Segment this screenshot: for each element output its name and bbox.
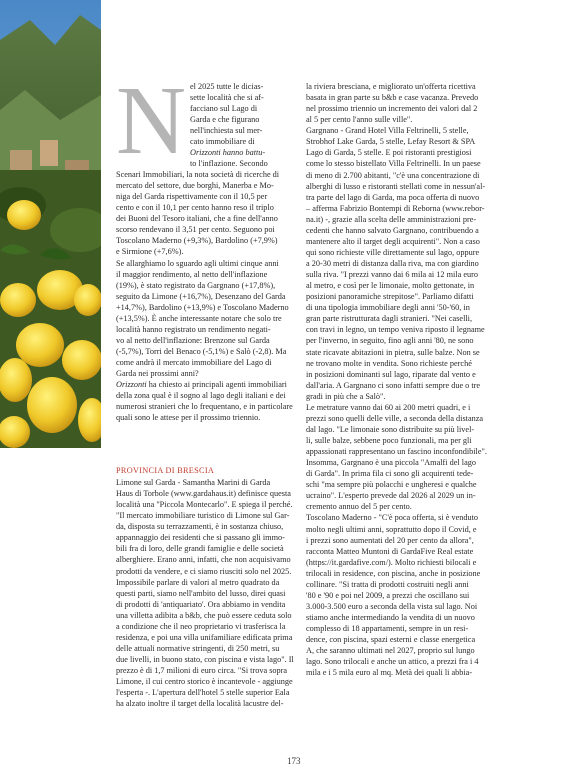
lead-line: nell'inchiesta sul mer-	[190, 126, 263, 136]
text-line: ne trovano molte in vendita. Sono richieste perché	[306, 358, 472, 368]
text-line: Garda nei prossimi anni?	[116, 369, 199, 379]
lead-paragraph	[190, 81, 297, 170]
text-line: questi parti, siamo nell'ambito del lusso, direi quasi	[116, 588, 286, 598]
text-line: Se allarghiamo lo sguardo agli ultimi cinque anni	[116, 258, 279, 268]
text-line: mila e i 5 mila euro al mq. Metà dei quali li abbia-	[306, 668, 473, 678]
text-line: prezzi sono quelli delle ville, a seconda della distanza	[306, 413, 484, 423]
text-line: di meno di 2.700 abitanti, "c'è una concentrazione di	[306, 170, 480, 180]
text-line: di prodotti di 'antiquariato'. Ora abbiamo in vendita	[116, 599, 286, 609]
text-line: località una "Piccola Montecarlo". E spiega il perché.	[116, 500, 293, 510]
text-line: tra parte del lago di Garda, ma poca offerta di nuovo	[306, 192, 480, 202]
lead-line: facciano sul Lago di	[190, 104, 258, 114]
text-line: ucraino". L'esperto prevede dal 2026 al 2029 un in-	[306, 491, 476, 501]
text-line: i prezzi sono aumentati del 20 per cento da allora",	[306, 535, 474, 545]
text-line: dall'aria. A Gargnano ci sono infatti sempre due o tre	[306, 380, 481, 390]
text-line: dal lago. "Le limonaie sono distribuite su più livel-	[306, 424, 475, 434]
text-line: gradi in più che a Salò".	[306, 391, 386, 401]
text-line: cremento annuo del 5 per cento.	[306, 502, 412, 512]
column-1-section	[116, 477, 297, 709]
text-line: cento e con il 10,1 per cento hanno reso il triplo	[116, 203, 274, 213]
text-line: Le metrature vanno dai 60 ai 200 metri quadri, e i	[306, 402, 471, 412]
text-line: Toscolano Maderno (+9,3%), Bardolino (+7,9%)	[116, 236, 278, 246]
column-2	[306, 81, 488, 678]
lead-line: to l'inflazione. Secondo	[190, 159, 268, 169]
text-line: seguito da Limone (+16,7%), Desenzano del Garda	[116, 291, 286, 301]
lead-line: el 2025 tutte le dicias-	[190, 82, 264, 91]
text-line: state ricavate abitazioni in pietra, sulle balze. Non se	[306, 347, 480, 357]
text-line: mantenere alto il target degli acquirenti". Non a caso	[306, 236, 480, 246]
column-1	[116, 169, 297, 423]
text-line: vo al netto dell'inflazione: Brenzone sul Garda	[116, 335, 270, 345]
text-line: na.it) -, grazie alla scelta delle amministrazioni pre-	[306, 214, 477, 224]
text-line: (19%), è stato registrato da Gargnano (+17,8%),	[116, 280, 276, 290]
text-line: A, che saranno ultimati nel 2027, proprio sul lungo	[306, 646, 475, 656]
text-line: racconta Matteo Muntoni di GardaFive Real estate	[306, 546, 474, 556]
text-line: stiamo anche intermediando la vendita di un nuovo	[306, 613, 475, 622]
lead-line: sette località che si af-	[190, 93, 264, 103]
text-line: Strobhof Lake Garda, 5 stelle, Lefay Resort & SPA	[306, 137, 476, 147]
text-line: niga del Garda rispettivamente con il 10,5 per	[116, 192, 268, 202]
text-line: qui sono richieste ville direttamente sul lago, oppure	[306, 247, 480, 257]
text-line: scorso rendevano il 3,51 per cento. Seguono poi	[116, 225, 275, 235]
text-line: collinare. "Si tratta di prodotti costruiti negli anni	[306, 579, 469, 589]
text-line: Impossibile parlare di valori al metro quadrato da	[116, 577, 280, 587]
lead-line: cato immobiliare di	[190, 137, 255, 147]
text-line: come andrà il mercato immobiliare del Lago di	[116, 358, 272, 368]
text-line: al 5 per cento l'anno sulle ville".	[306, 115, 413, 125]
text-line: complesso di 18 appartamenti, sempre in un resi-	[306, 624, 469, 634]
lead-line: Orizzonti hanno battu-	[190, 148, 266, 158]
text-line: di Garda". In prima fila ci sono gli acquirenti tede-	[306, 469, 474, 479]
text-line: prodotti da vendere, e ci siamo riusciti solo nel 2025.	[116, 566, 292, 576]
text-line: residenza, e poi una villa unifamiliare edificata prima	[116, 632, 293, 642]
text-line: (https://it.gardafive.com/). Molto richiesti bilocali e	[306, 557, 477, 567]
text-line: – afferma Fabrizio Bontempi di Reborna (www.rebor-	[306, 203, 485, 213]
text-line: Insomma, Gargnano è una piccola "Amalfi del lago	[306, 458, 476, 468]
text-line: quali sono le attese per il prossimo triennio.	[116, 413, 261, 423]
text-line: il maggior rendimento, al netto dell'inflazione	[116, 269, 268, 279]
text-line: Scenari Immobiliari, la nota società di ricerche di	[116, 170, 280, 179]
text-line: (+13,5%). È anche interessante notare che solo tre	[116, 313, 282, 323]
text-line: appannaggio dei residenti che si passano gli immo-	[116, 533, 285, 543]
text-line: con travi in legno, un tempo veniva riposto il legname	[306, 325, 485, 335]
text-line: '80 e '90 e poi nel 2009, a prezzi che oscillano sui	[306, 590, 470, 600]
text-line: Orizzonti ha chiesto ai principali agenti immobiliari	[116, 380, 287, 390]
text-line: delle attuali normative stringenti, di 250 metri, su	[116, 643, 280, 653]
drop-cap: N	[116, 67, 187, 174]
text-line: due livelli, in buono stato, con piscina e vista lago". Il	[116, 655, 294, 664]
text-line: come lo stesso bistellato Villa Feltrinelli. In un paese	[306, 159, 481, 169]
text-line: Toscolano Maderno - "C'è poca offerta, si è venduto	[306, 513, 479, 523]
text-line: in posizioni dominanti sul lago, riparate dal vento e	[306, 369, 476, 379]
text-line: Limone, il cui centro storico è incantevole - aggiunge	[116, 677, 293, 687]
text-line: nel prossimo triennio un incremento dei valori dal 2	[306, 104, 478, 114]
text-line: Lago di Garda, 5 stelle. E poi ristoranti prestigiosi	[306, 148, 472, 158]
text-line: +14,7%), Bardolino (+13,9%) e Toscolano Maderno	[116, 302, 289, 312]
text-line: bili fra di loro, delle grandi famiglie e delle società	[116, 544, 284, 554]
text-line: della zona qual è il sogno al lago degli italiani e dei	[116, 391, 286, 401]
text-line: 3.000-3.500 euro a seconda della vista sul lago. Noi	[306, 601, 478, 611]
text-line: appassionati rappresentano un fascino inconfondibile".	[306, 447, 487, 457]
page-number: 173	[287, 756, 301, 766]
text-line: località hanno registrato un rendimento negati-	[116, 324, 271, 334]
text-line: di una tipologia immobiliare degli anni '50-'60, in	[306, 303, 470, 313]
text-line: a condizione che il neo proprietario vi trasferisca la	[116, 621, 286, 631]
text-line: al metro, e così per le limonaie, molto gettonate, in	[306, 281, 475, 291]
text-line: trilocali in residence, con piscina, anche in posizione	[306, 568, 481, 578]
text-line: alberghiere. Erano anni, infatti, che non acquisivamo	[116, 555, 291, 565]
text-line: (-5,7%), Torri del Benaco (-5,1%) e Salò (-2,8). Ma	[116, 347, 287, 356]
text-line: lago. Sono trilocali e anche un attico, a prezzi fra i 4	[306, 657, 479, 667]
text-line: dei Buoni del Tesoro italiani, che a fine dell'anno	[116, 214, 278, 224]
text-line: Haus di Torbole (www.gardahaus.it) definisce questa	[116, 489, 291, 499]
text-line: dence, con piscina, spazi esterni e classe energetica	[306, 635, 476, 645]
text-line: gran parte ristrutturata dagli stranieri. "Nei caselli,	[306, 314, 473, 324]
text-line: la riviera bresciana, e migliorato un'offerta ricettiva	[306, 82, 476, 91]
text-line: prezzo è di 1,7 milioni di euro circa. "Si trova sopra	[116, 666, 288, 676]
text-line: sulla riva. "I prezzi vanno dai 6 mila ai 12 mila euro	[306, 270, 478, 280]
text-line: li, sulle balze, sebbene poco funzionali, ma per gli	[306, 436, 472, 445]
text-line: Gargnano - Grand Hotel Villa Feltrinelli, 5 stelle,	[306, 126, 469, 136]
text-line: mercato del settore, due borghi, Manerba e Mo-	[116, 181, 274, 191]
text-line: molto negli ultimi anni, soprattutto dopo il Covid, e	[306, 524, 477, 534]
text-line: una villetta adibita a b&b, che può essere ceduta solo	[116, 610, 292, 620]
text-line: a 20-30 metri di distanza dalla riva, ma con giardino	[306, 259, 479, 268]
text-line: e Sirmione (+7,6%).	[116, 247, 184, 257]
text-line: schi "ma sempre più polacchi e ungheresi e qualche	[306, 480, 477, 490]
text-line: ha alzato inoltre il target della località lacustre del-	[116, 699, 284, 709]
text-line: numerosi stranieri che lo frequentano, e in particolare	[116, 402, 293, 412]
text-line: cedenti che hanno salvato Gargnano, contribuendo a	[306, 225, 479, 235]
text-line: Limone sul Garda - Samantha Marini di Garda	[116, 478, 271, 487]
text-line: per l'inverno, in seguito, fino agli anni '80, ne sono	[306, 336, 474, 346]
text-line: "Il mercato immobiliare turistico di Limone sul Gar-	[116, 511, 290, 521]
text-line: basata in gran parte su b&b e case vacanza. Prevedo	[306, 93, 479, 103]
text-line: posizioni panoramiche strepitose". Parliamo difatti	[306, 292, 474, 302]
lemons-photo	[0, 0, 101, 448]
section-heading: PROVINCIA DI BRESCIA	[116, 466, 215, 475]
lead-line: Garda e che figurano	[190, 115, 260, 125]
text-line: alberghi di lusso e ristoranti stellati come in nessun'al-	[306, 181, 486, 191]
text-line: l'esperta -. L'apertura dell'hotel 5 stelle superior Eala	[116, 688, 290, 698]
text-line: da, disposta su terrazzamenti, è in sostanza chiuso,	[116, 522, 284, 532]
